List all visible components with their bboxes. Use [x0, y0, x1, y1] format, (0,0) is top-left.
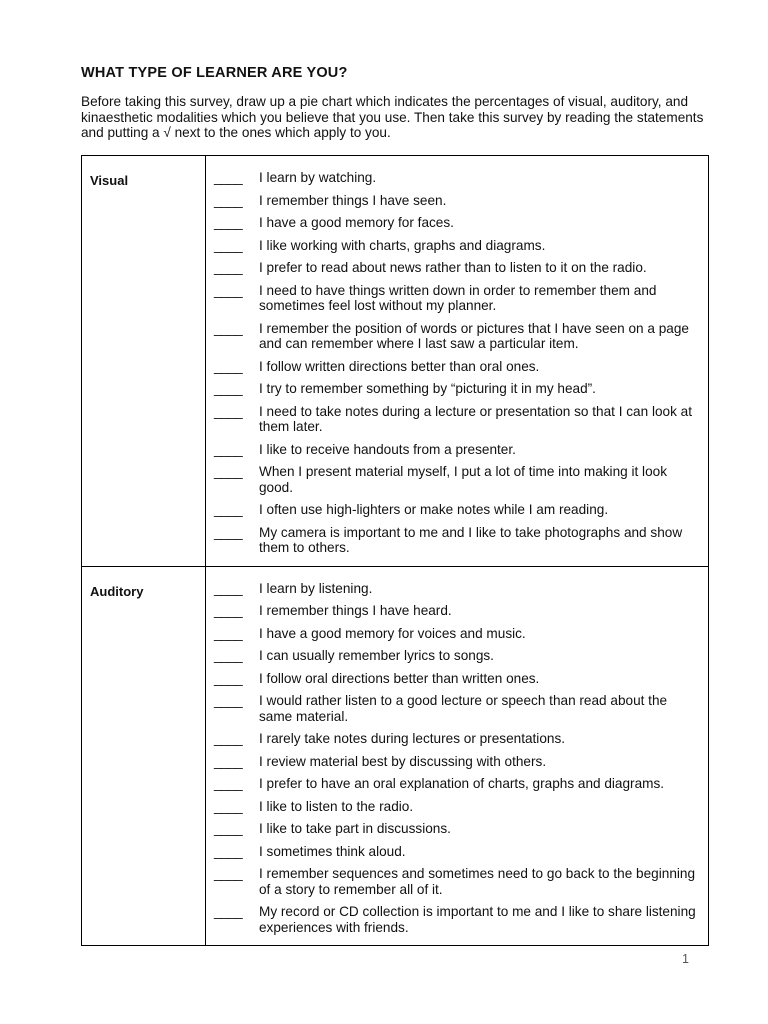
section-row-auditory [82, 566, 709, 946]
category-cell [82, 156, 206, 567]
checkmark-blank[interactable]: ____ [214, 170, 243, 185]
section-row-visual [82, 156, 709, 567]
checkmark-blank[interactable]: ____ [214, 237, 243, 253]
statement-text: I learn by listening. [259, 580, 373, 596]
checkmark-blank[interactable]: ____ [214, 282, 243, 298]
statement-item [214, 648, 702, 664]
checkmark-blank[interactable]: ____ [214, 776, 243, 791]
statement-item [214, 238, 702, 254]
statement-item [214, 359, 702, 375]
checkmark-blank[interactable]: ____ [214, 821, 243, 836]
checkmark-blank[interactable]: ____ [214, 441, 243, 457]
checkmark-blank[interactable]: ____ [214, 260, 243, 275]
checkmark-blank[interactable]: ____ [214, 524, 243, 540]
checkmark-blank[interactable]: ____ [214, 753, 243, 769]
statement-text: I have a good memory for voices and music. [259, 625, 526, 641]
checkmark-blank[interactable]: ____ [214, 625, 243, 641]
checkmark-blank[interactable]: ____ [214, 464, 243, 479]
statement-text: I have a good memory for faces. [259, 215, 454, 230]
statement-text: I need to take notes during a lecture or presentation so that I can look at them later. [259, 403, 693, 434]
category-label: Auditory [90, 583, 144, 599]
checkmark-blank[interactable]: ____ [214, 866, 243, 881]
statement-item [214, 581, 702, 597]
statement-item [214, 215, 702, 231]
statement-text: I prefer to read about news rather than to listen to it on the radio. [259, 260, 647, 275]
statement-item [214, 603, 702, 619]
checkmark-blank[interactable]: ____ [214, 580, 243, 596]
checkmark-blank[interactable]: ____ [214, 192, 243, 208]
statement-text: I follow written directions better than oral ones. [259, 358, 540, 374]
statements-cell [206, 156, 709, 567]
statement-item [214, 866, 702, 897]
checkmark-blank[interactable]: ____ [214, 843, 243, 859]
statement-item [214, 844, 702, 860]
statement-text: I learn by watching. [259, 170, 377, 185]
statement-item [214, 283, 702, 314]
statement-text: I review material best by discussing with others. [259, 753, 547, 769]
statement-text: I remember things I have heard. [259, 603, 452, 618]
statements-cell [206, 566, 709, 946]
statement-item [214, 525, 702, 556]
intro-paragraph: Before taking this survey, draw up a pie chart which indicates the percentages of visual, auditory, and kinaesthetic modalities which you believe that you use. Then take this survey by reading the statements and putting a √ next to the ones which apply to you. [81, 94, 704, 140]
survey-table-body [82, 156, 709, 946]
statement-item [214, 321, 702, 352]
checkmark-blank[interactable]: ____ [214, 358, 243, 374]
statement-item [214, 754, 702, 770]
survey-table [81, 155, 709, 946]
statement-text: I prefer to have an oral explanation of charts, graphs and diagrams. [259, 776, 665, 791]
statement-text: I often use high-lighters or make notes while I am reading. [259, 502, 609, 517]
statement-text: My camera is important to me and I like to take photographs and show them to others. [259, 524, 683, 555]
statement-item [214, 693, 702, 724]
page-number: 1 [682, 952, 689, 966]
checkmark-blank[interactable]: ____ [214, 215, 243, 230]
statement-text: I need to have things written down in order to remember them and sometimes feel lost without my planner. [259, 282, 657, 313]
statement-text: I can usually remember lyrics to songs. [259, 648, 494, 663]
checkmark-blank[interactable]: ____ [214, 670, 243, 686]
statement-item [214, 671, 702, 687]
statement-item [214, 381, 702, 397]
checkmark-blank[interactable]: ____ [214, 693, 243, 708]
statement-text: I follow oral directions better than written ones. [259, 670, 540, 686]
statement-text: When I present material myself, I put a lot of time into making it look good. [259, 464, 667, 495]
statement-item [214, 260, 702, 276]
statement-text: I sometimes think aloud. [259, 843, 406, 859]
statement-text: I try to remember something by “picturing it in my head”. [259, 381, 596, 396]
statement-text: I rarely take notes during lectures or presentations. [259, 731, 566, 746]
statement-item [214, 404, 702, 435]
statement-text: I would rather listen to a good lecture or speech than read about the same material. [259, 693, 668, 724]
checkmark-blank[interactable]: ____ [214, 731, 243, 746]
statement-item [214, 626, 702, 642]
statement-item [214, 442, 702, 458]
page-title: WHAT TYPE OF LEARNER ARE YOU? [81, 65, 348, 81]
checkmark-blank[interactable]: ____ [214, 403, 243, 419]
statement-item [214, 464, 702, 495]
category-cell [82, 566, 206, 946]
statement-item [214, 193, 702, 209]
statement-item [214, 502, 702, 518]
category-label: Visual [90, 173, 129, 188]
statement-text: I remember things I have seen. [259, 192, 447, 208]
statement-item [214, 799, 702, 815]
checkmark-blank[interactable]: ____ [214, 320, 243, 336]
statement-item [214, 904, 702, 935]
statement-text: I like to receive handouts from a presenter. [259, 441, 516, 457]
statement-text: My record or CD collection is important to me and I like to share listening experiences with friends. [259, 904, 696, 935]
statement-item [214, 170, 702, 186]
statement-text: I remember the position of words or pictures that I have seen on a page and can remember where I last saw a particular item. [259, 320, 689, 351]
statement-item [214, 776, 702, 792]
statement-item [214, 731, 702, 747]
checkmark-blank[interactable]: ____ [214, 603, 243, 618]
checkmark-blank[interactable]: ____ [214, 904, 243, 919]
checkmark-blank[interactable]: ____ [214, 381, 243, 396]
statement-text: I like to listen to the radio. [259, 798, 414, 814]
checkmark-blank[interactable]: ____ [214, 648, 243, 663]
statement-text: I remember sequences and sometimes need to go back to the beginning of a story to remember all of it. [259, 866, 696, 897]
checkmark-blank[interactable]: ____ [214, 502, 243, 517]
statement-text: I like working with charts, graphs and diagrams. [259, 237, 546, 253]
statement-text: I like to take part in discussions. [259, 821, 451, 836]
statement-item [214, 821, 702, 837]
checkmark-blank[interactable]: ____ [214, 798, 243, 814]
